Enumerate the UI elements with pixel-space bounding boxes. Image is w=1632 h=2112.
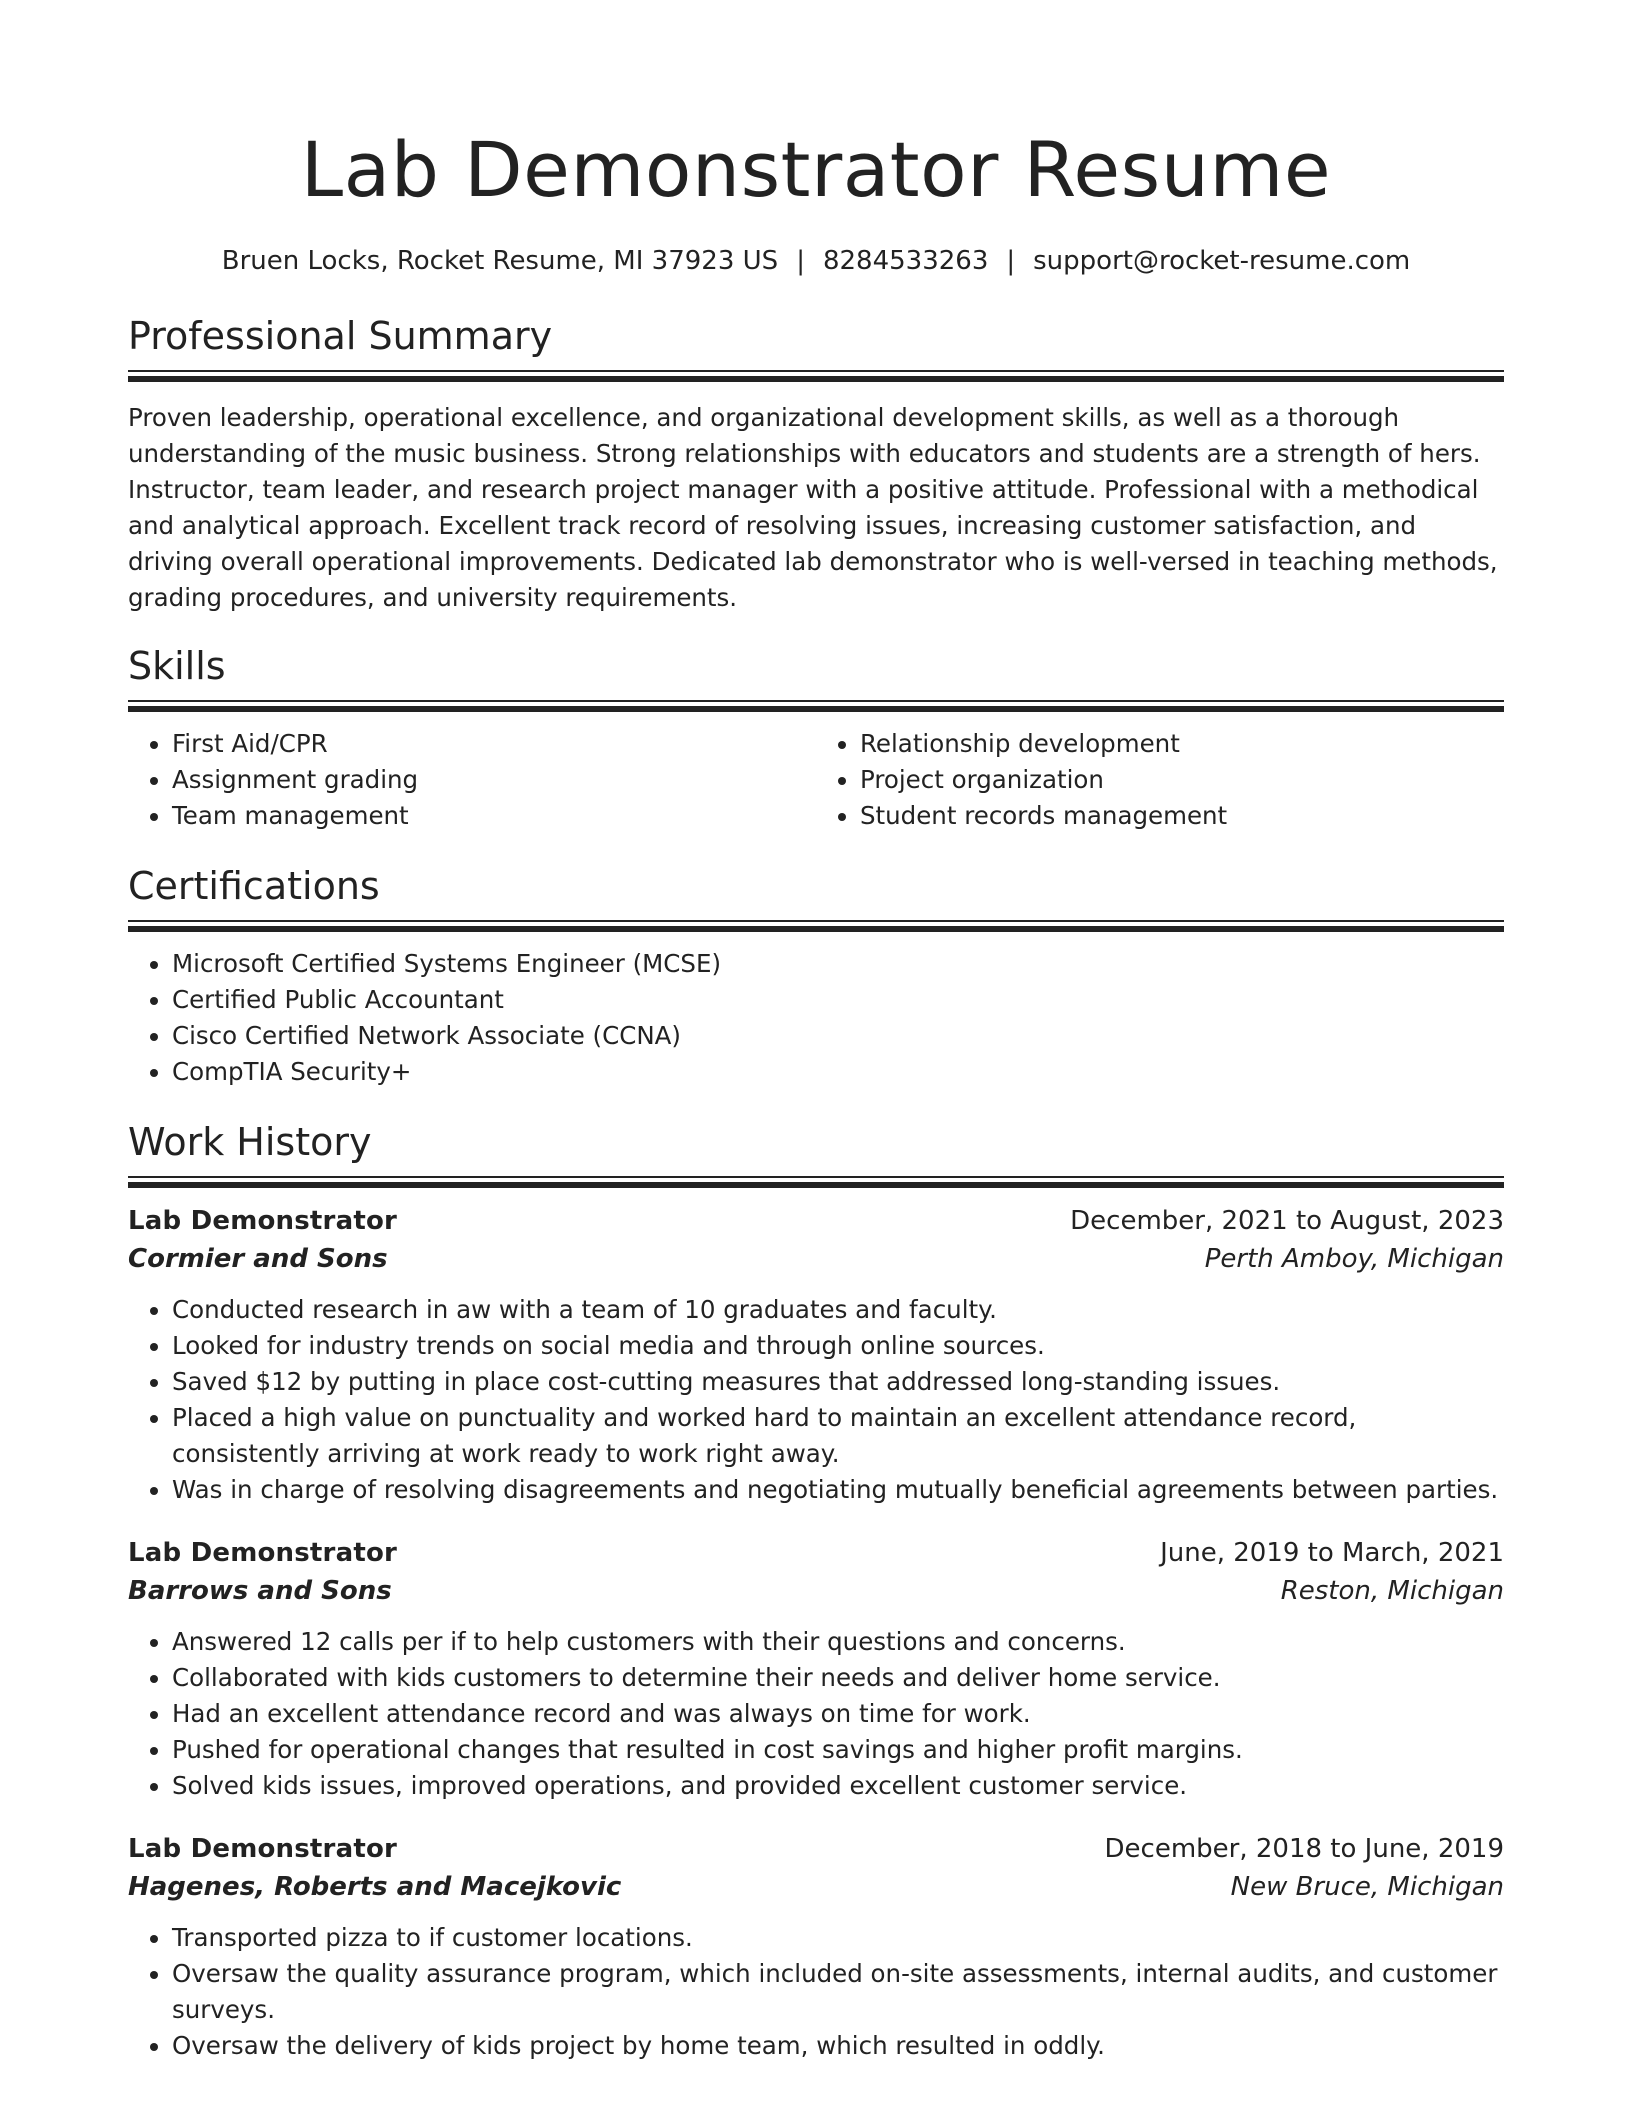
job-company: Barrows and Sons <box>128 1576 392 1606</box>
job-title: Lab Demonstrator <box>128 1206 398 1236</box>
job-bullet: • Answered 12 calls per if to help customers with their questions and concerns. <box>172 1624 1504 1660</box>
summary-text: Proven leadership, operational excellence, and organizational development skills, as well as a thorough understanding of the music business. Strong relationships with educators and students are a strength of hers. Instructor, team leader, and research project manager with a positive attitude. Professional with a methodical and analytical approach. Excellent track record of resolving issues, increasing customer satisfaction, and driving overall operational improvements. Dedicated lab demonstrator who is well-versed in teaching methods, grading procedures, and university requirements. <box>128 403 1498 612</box>
job-bullets <box>128 1624 1504 1804</box>
skill-item: • Team management <box>172 798 816 834</box>
certification-item: • CompTIA Security+ <box>172 1054 1504 1090</box>
job-title: Lab Demonstrator <box>128 1834 398 1864</box>
job-bullets <box>128 1292 1504 1508</box>
job-bullet: • Saved $12 by putting in place cost-cutting measures that addressed long-standing issues. <box>172 1364 1504 1400</box>
job-entry <box>128 1534 1504 1804</box>
skill-item: • Student records management <box>860 798 1504 834</box>
resume-title: Lab Demonstrator Resume <box>300 125 1332 214</box>
job-entry <box>128 1202 1504 1508</box>
contact-email: support@rocket-resume.com <box>1033 246 1411 276</box>
work-history-section <box>128 1118 1504 2064</box>
job-location: Perth Amboy, Michigan <box>1204 1244 1504 1274</box>
job-bullet: • Solved kids issues, improved operations, and provided excellent customer service. <box>172 1768 1504 1804</box>
job-subheader <box>128 1240 1504 1278</box>
contact-separator: | <box>796 246 805 276</box>
job-title: Lab Demonstrator <box>128 1538 398 1568</box>
job-company: Cormier and Sons <box>128 1244 388 1274</box>
section-divider <box>128 700 1504 712</box>
summary-heading: Professional Summary <box>128 314 553 358</box>
job-company: Hagenes, Roberts and Macejkovic <box>128 1872 622 1902</box>
job-bullets <box>128 1920 1504 2064</box>
skills-section <box>128 642 1504 834</box>
job-bullet: • Oversaw the quality assurance program, which included on-site assessments, internal audits, and customer surveys. <box>172 1956 1504 2028</box>
contact-line <box>128 244 1504 278</box>
skill-item: • Assignment grading <box>172 762 816 798</box>
job-header <box>128 1534 1504 1572</box>
contact-separator: | <box>1006 246 1016 276</box>
certification-item: • Certified Public Accountant <box>172 982 1504 1018</box>
job-subheader <box>128 1868 1504 1906</box>
skills-list-right <box>816 726 1504 834</box>
skills-list-left <box>128 726 816 834</box>
job-dates: December, 2018 to June, 2019 <box>1104 1834 1504 1864</box>
job-bullet: • Was in charge of resolving disagreements and negotiating mutually beneficial agreements between parties. <box>172 1472 1504 1508</box>
section-divider <box>128 920 1504 932</box>
job-bullet: • Placed a high value on punctuality and worked hard to maintain an excellent attendance record, consistently arriving at work ready to work right away. <box>172 1400 1504 1472</box>
job-bullet: • Pushed for operational changes that resulted in cost savings and higher profit margins. <box>172 1732 1504 1768</box>
contact-phone: 8284533263 <box>822 246 989 276</box>
resume-page <box>128 0 1504 2064</box>
job-bullet: • Conducted research in aw with a team of 10 graduates and faculty. <box>172 1292 1504 1328</box>
certification-item: • Microsoft Certified Systems Engineer (MCSE) <box>172 946 1504 982</box>
skills-grid <box>128 712 1504 834</box>
job-bullet: • Transported pizza to if customer locations. <box>172 1920 1504 1956</box>
skill-item: • First Aid/CPR <box>172 726 816 762</box>
job-header <box>128 1202 1504 1240</box>
certification-item: • Cisco Certified Network Associate (CCNA) <box>172 1018 1504 1054</box>
job-dates: June, 2019 to March, 2021 <box>1160 1538 1504 1568</box>
job-dates: December, 2021 to August, 2023 <box>1070 1206 1504 1236</box>
summary-section <box>128 312 1504 616</box>
job-bullet: • Had an excellent attendance record and was always on time for work. <box>172 1696 1504 1732</box>
job-entry <box>128 1830 1504 2064</box>
certifications-heading: Certifications <box>128 864 380 908</box>
skills-heading: Skills <box>128 644 226 688</box>
job-bullet: • Oversaw the delivery of kids project by home team, which resulted in oddly. <box>172 2028 1504 2064</box>
job-header <box>128 1830 1504 1868</box>
skill-item: • Relationship development <box>860 726 1504 762</box>
job-bullet: • Collaborated with kids customers to determine their needs and deliver home service. <box>172 1660 1504 1696</box>
certifications-list <box>128 946 1504 1090</box>
job-location: New Bruce, Michigan <box>1230 1872 1504 1902</box>
section-divider <box>128 370 1504 382</box>
certifications-section <box>128 862 1504 1090</box>
section-divider <box>128 1176 1504 1188</box>
work-history-heading: Work History <box>128 1120 372 1164</box>
job-subheader <box>128 1572 1504 1610</box>
job-location: Reston, Michigan <box>1280 1576 1504 1606</box>
contact-address: Bruen Locks, Rocket Resume, MI 37923 US <box>221 246 779 276</box>
skill-item: • Project organization <box>860 762 1504 798</box>
job-bullet: • Looked for industry trends on social media and through online sources. <box>172 1328 1504 1364</box>
